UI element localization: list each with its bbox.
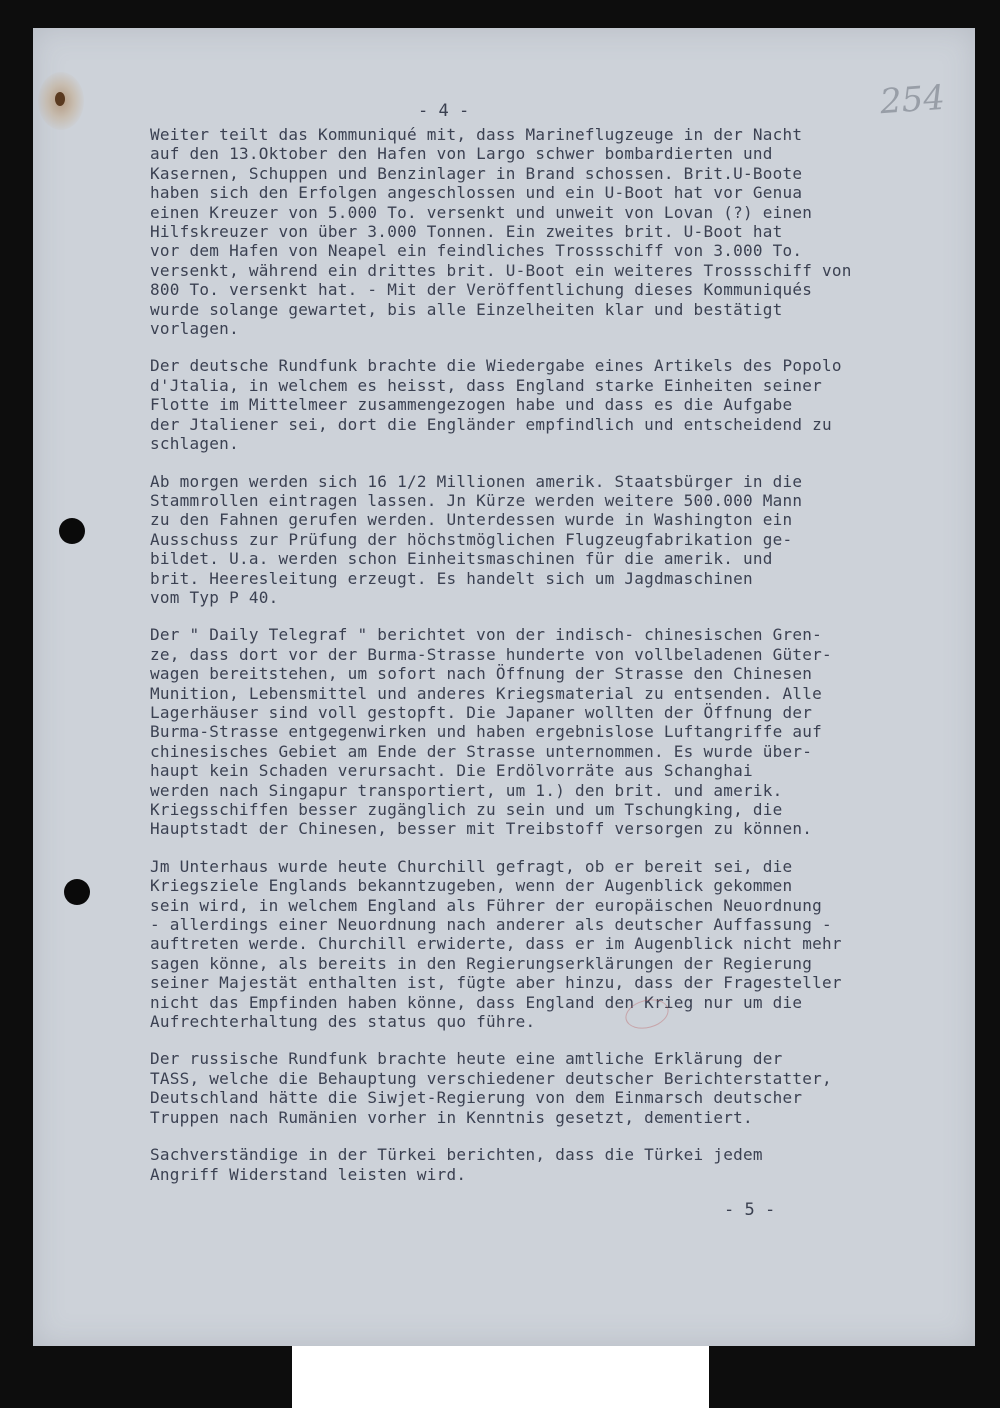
- text-line: Weiter teilt das Kommuniqué mit, dass Marineflugzeuge in der Nacht: [150, 125, 803, 144]
- text-line: Flotte im Mittelmeer zusammengezogen habe und dass es die Aufgabe: [150, 395, 793, 415]
- text-line: wagen bereitstehen, um sofort nach Öffnung der Strasse den Chinesen: [150, 664, 813, 684]
- text-line: Truppen nach Rumänien vorher in Kenntnis gesetzt, dementiert.: [150, 1107, 753, 1127]
- text-line: haben sich den Erfolgen angeschlossen und ein U-Boot hat vor Genua: [150, 183, 803, 203]
- text-line: Munition, Lebensmittel und anderes Kriegsmaterial zu entsenden. Alle: [150, 683, 823, 703]
- text-line: zu den Fahnen gerufen werden. Unterdessen wurde in Washington ein: [150, 510, 793, 530]
- handwritten-folio-number: 254: [878, 77, 947, 123]
- text-line: sein wird, in welchem England als Führer der europäischen Neuordnung: [150, 895, 823, 915]
- staple-hole: [55, 92, 65, 106]
- page-number-top: - 4 -: [418, 101, 470, 121]
- text-line: wurde solange gewartet, bis alle Einzelheiten klar und bestätigt: [150, 299, 783, 319]
- text-line: vom Typ P 40.: [150, 587, 279, 607]
- text-line: Der russische Rundfunk brachte heute eine amtliche Erklärung der: [150, 1049, 783, 1069]
- page-number-bottom: - 5 -: [724, 1200, 776, 1220]
- text-line: Ausschuss zur Prüfung der höchstmöglichen Flugzeugfabrikation ge-: [150, 529, 793, 549]
- text-line: 800 To. versenkt hat. - Mit der Veröffentlichung dieses Kommuniqués: [150, 280, 813, 300]
- paragraph: [150, 472, 980, 608]
- text-line: brit. Heeresleitung erzeugt. Es handelt sich um Jagdmaschinen: [150, 568, 753, 588]
- paragraph: [150, 857, 980, 1032]
- text-line: Kasernen, Schuppen und Benzinlager in Brand schossen. Brit.U-Boote: [150, 163, 803, 183]
- text-line: - allerdings einer Neuordnung nach anderer als deutscher Auffassung -: [150, 915, 832, 935]
- text-line: vorlagen.: [150, 319, 239, 339]
- text-line: Lagerhäuser sind voll gestopft. Die Japaner wollten der Öffnung der: [150, 702, 813, 722]
- text-line: Der " Daily Telegraf " berichtet von der indisch- chinesischen Gren-: [150, 625, 823, 645]
- text-line: seiner Majestät enthalten ist, fügte aber hinzu, dass der Fragesteller: [150, 973, 842, 993]
- paragraph: [150, 125, 980, 338]
- text-line: einen Kreuzer von 5.000 To. versenkt und unweit von Lovan (?) einen: [150, 202, 813, 222]
- text-line: Deutschland hätte die Siwjet-Regierung von dem Einmarsch deutscher: [150, 1088, 803, 1108]
- scan-calibration-strip: [292, 1346, 709, 1408]
- text-line: Der deutsche Rundfunk brachte die Wiedergabe eines Artikels des Popolo: [150, 356, 842, 376]
- text-line: Hauptstadt der Chinesen, besser mit Treibstoff versorgen zu können.: [150, 819, 813, 839]
- typewritten-text: [150, 125, 980, 1202]
- text-line: Hilfskreuzer von über 3.000 Tonnen. Ein zweites brit. U-Boot hat: [150, 222, 783, 242]
- punch-hole-top: [59, 518, 85, 544]
- text-line: nicht das Empfinden haben könne, dass England den Krieg nur um die: [150, 992, 803, 1012]
- text-line: werden nach Singapur transportiert, um 1.) den brit. und amerik.: [150, 780, 783, 800]
- text-line: TASS, welche die Behauptung verschiedener deutscher Berichterstatter,: [150, 1068, 832, 1088]
- paragraph: [150, 356, 980, 453]
- text-line: Jm Unterhaus wurde heute Churchill gefragt, ob er bereit sei, die: [150, 856, 793, 876]
- text-line: chinesisches Gebiet am Ende der Strasse unternommen. Es wurde über-: [150, 741, 813, 761]
- text-line: Kriegsziele Englands bekanntzugeben, wenn der Augenblick gekommen: [150, 876, 793, 896]
- punch-hole-bottom: [64, 879, 90, 905]
- text-line: sagen könne, als bereits in den Regierungserklärungen der Regierung: [150, 953, 813, 973]
- text-line: Stammrollen eintragen lassen. Jn Kürze werden weitere 500.000 Mann: [150, 490, 803, 510]
- text-line: d'Jtalia, in welchem es heisst, dass England starke Einheiten seiner: [150, 375, 823, 395]
- text-line: auftreten werde. Churchill erwiderte, dass er im Augenblick nicht mehr: [150, 934, 842, 954]
- text-line: der Jtaliener sei, dort die Engländer empfindlich und entscheidend zu: [150, 414, 832, 434]
- text-line: vor dem Hafen von Neapel ein feindliches Trossschiff von 3.000 To.: [150, 241, 803, 261]
- text-line: Aufrechterhaltung des status quo führe.: [150, 1012, 536, 1032]
- text-line: bildet. U.a. werden schon Einheitsmaschinen für die amerik. und: [150, 549, 773, 569]
- text-line: schlagen.: [150, 434, 239, 454]
- text-line: Ab morgen werden sich 16 1/2 Millionen amerik. Staatsbürger in die: [150, 471, 803, 491]
- text-line: Angriff Widerstand leisten wird.: [150, 1164, 467, 1184]
- text-line: versenkt, während ein drittes brit. U-Boot ein weiteres Trossschiff von: [150, 260, 852, 280]
- paragraph: [150, 1145, 980, 1184]
- text-line: haupt kein Schaden verursacht. Die Erdölvorräte aus Schanghai: [150, 761, 753, 781]
- text-line: ze, dass dort vor der Burma-Strasse hunderte von vollbeladenen Güter-: [150, 644, 832, 664]
- paragraph: [150, 1049, 980, 1127]
- text-line: Sachverständige in der Türkei berichten, dass die Türkei jedem: [150, 1145, 763, 1165]
- text-line: auf den 13.Oktober den Hafen von Largo schwer bombardierten und: [150, 144, 773, 164]
- text-line: Burma-Strasse entgegenwirken und haben ergebnislose Luftangriffe auf: [150, 722, 823, 742]
- paragraph: [150, 625, 980, 838]
- text-line: Kriegsschiffen besser zugänglich zu sein und um Tschungking, die: [150, 800, 783, 819]
